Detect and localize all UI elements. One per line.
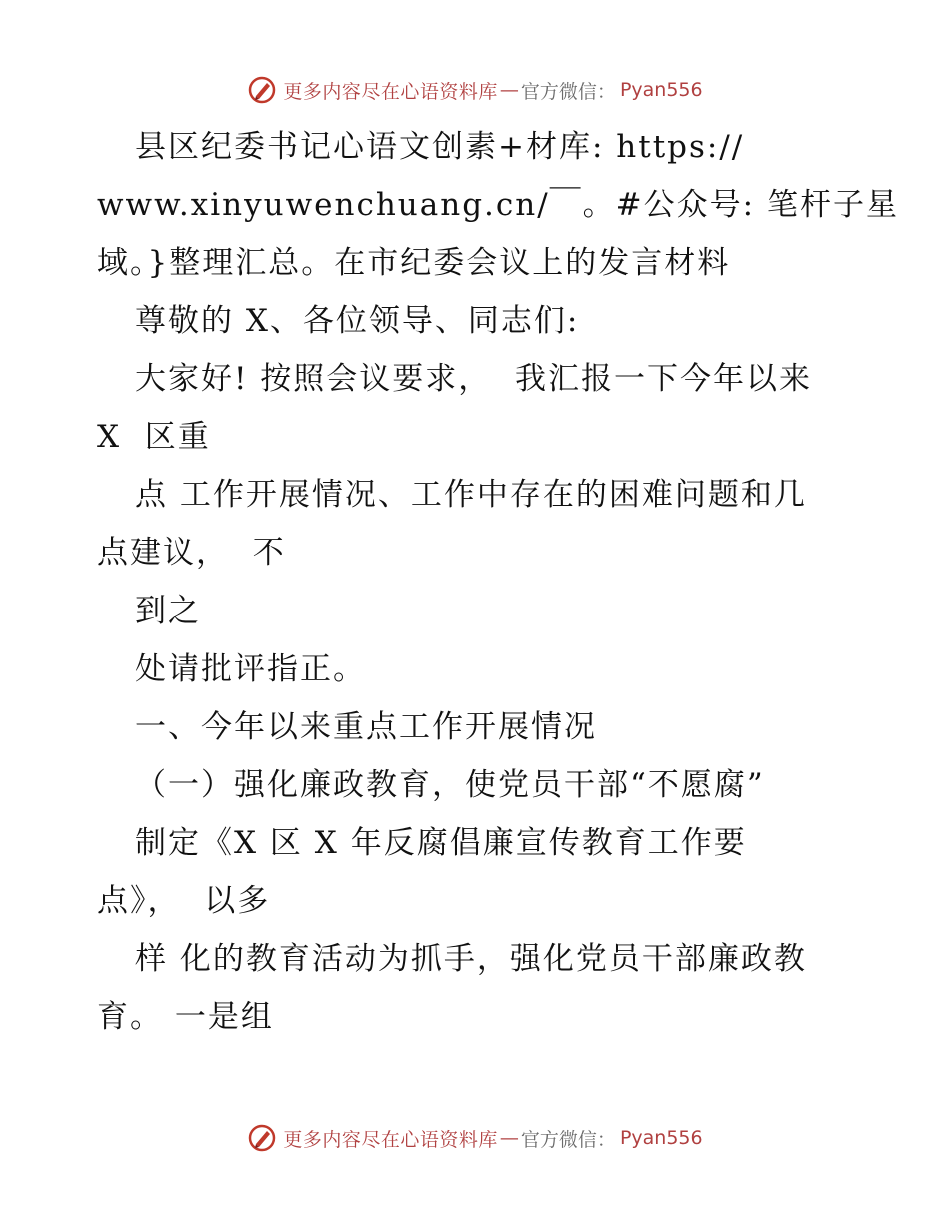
watermark-subtitle: 官方微信： bbox=[520, 1128, 616, 1151]
watermark-account: Pyan556 bbox=[619, 79, 703, 101]
watermark-dash: — bbox=[499, 1127, 519, 1149]
text-line: 点》， 以多 bbox=[97, 883, 271, 919]
text-line: 点建议， 不 bbox=[97, 535, 286, 571]
watermark-dash: — bbox=[499, 79, 519, 101]
watermark-subtitle: 官方微信： bbox=[520, 80, 616, 103]
watermark-title: 更多内容尽在心语资料库 bbox=[283, 80, 498, 103]
text-line: （一）强化廉政教育，使党员干部“不愿腐” bbox=[135, 767, 765, 803]
watermark-account: Pyan556 bbox=[619, 1127, 703, 1149]
text-line: 域。}整理汇总。在市纪委会议上的发言材料 bbox=[97, 245, 731, 281]
watermark-title: 更多内容尽在心语资料库 bbox=[283, 1128, 498, 1151]
text-line: 大家好! 按照会议要求， 我汇报一下今年以来 bbox=[135, 361, 813, 397]
pen-logo-icon bbox=[247, 75, 277, 105]
text-line: 到之 bbox=[135, 593, 201, 629]
text-line: 尊敬的 X、各位领导、同志们: bbox=[135, 303, 580, 339]
text-line: 点 工作开展情况、工作中存在的困难问题和几 bbox=[135, 477, 807, 513]
document-body bbox=[97, 118, 899, 1046]
text-line: 一、今年以来重点工作开展情况 bbox=[135, 709, 597, 745]
pen-logo-icon bbox=[247, 1123, 277, 1153]
text-line: www.xinyuwenchuang.cn/￣。#公众号: 笔杆子星 bbox=[97, 187, 899, 223]
text-line: 育。 一是组 bbox=[97, 999, 274, 1035]
text-line: 制定《X 区 X 年反腐倡廉宣传教育工作要 bbox=[135, 825, 747, 861]
header-watermark bbox=[0, 70, 950, 110]
text-line: 县区纪委书记心语文创素+材库: https:// bbox=[135, 129, 745, 165]
text-line: 处请批评指正。 bbox=[135, 651, 366, 687]
text-line: 样 化的教育活动为抓手，强化党员干部廉政教 bbox=[135, 941, 807, 977]
text-line: X 区重 bbox=[97, 419, 211, 455]
footer-watermark bbox=[0, 1118, 950, 1158]
